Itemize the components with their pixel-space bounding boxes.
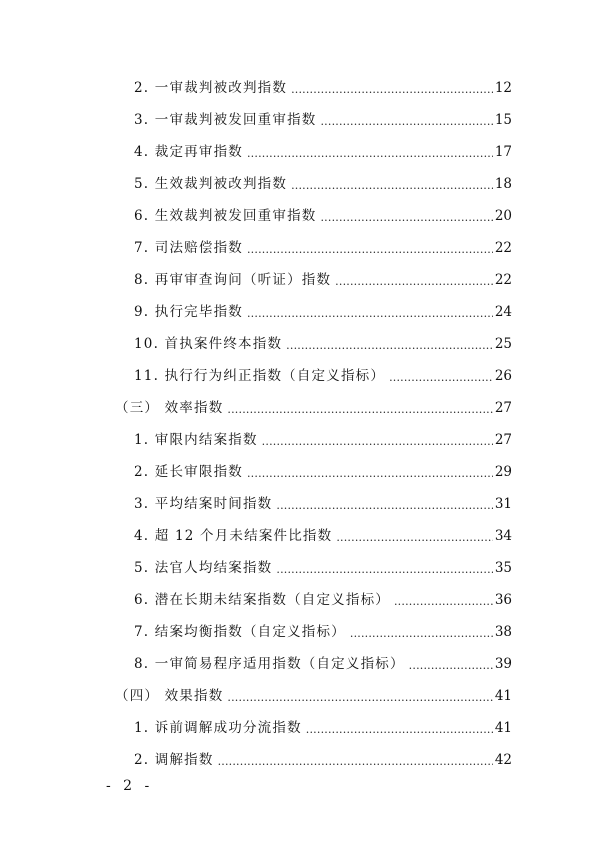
toc-entry[interactable] (134, 110, 512, 130)
toc-dot-leader (218, 750, 493, 770)
toc-entry-label: 8. 一审简易程序适用指数（自定义指标） (134, 656, 405, 672)
toc-dot-leader (336, 526, 492, 546)
toc-entry-page: 22 (494, 240, 512, 256)
toc-dot-leader (276, 494, 492, 514)
toc-dot-leader (227, 686, 492, 706)
toc-dot-leader (291, 78, 493, 98)
toc-entry-page: 39 (494, 656, 512, 672)
toc-entry-label: 11. 执行行为纠正指数（自定义指标） (134, 368, 386, 384)
toc-entry-label: 2. 调解指数 (134, 752, 214, 768)
toc-entry[interactable] (134, 462, 512, 482)
toc-entry[interactable] (134, 142, 512, 162)
toc-dot-leader (247, 142, 493, 162)
toc-entry-page: 18 (494, 176, 512, 192)
toc-entry-page: 20 (494, 208, 512, 224)
toc-dot-leader (247, 302, 493, 322)
toc-entry[interactable] (134, 654, 512, 674)
toc-dot-leader (409, 654, 493, 674)
toc-entry-page: 25 (494, 336, 512, 352)
toc-entry-label: 5. 生效裁判被改判指数 (134, 176, 288, 192)
toc-entry-page: 24 (494, 304, 512, 320)
toc-entry[interactable] (134, 430, 512, 450)
toc-entry-label: 4. 裁定再审指数 (134, 144, 243, 160)
toc-entry[interactable] (134, 494, 512, 514)
toc-dot-leader (306, 718, 493, 738)
toc-entry-label: 6. 生效裁判被发回重审指数 (134, 208, 317, 224)
toc-entry-label: 3. 平均结案时间指数 (134, 496, 273, 512)
toc-entry-label: 10. 首执案件终本指数 (134, 336, 283, 352)
toc-entry-page: 26 (494, 368, 512, 384)
toc-dot-leader (320, 206, 492, 226)
toc-entry-page: 27 (494, 400, 512, 416)
toc-entry[interactable] (134, 174, 512, 194)
toc-dot-leader (350, 622, 493, 642)
toc-entry-page: 15 (494, 112, 512, 128)
toc-entry-page: 41 (494, 720, 512, 736)
toc-section-label: （三） 效率指数 (115, 400, 224, 416)
toc-entry-label: 1. 诉前调解成功分流指数 (134, 720, 302, 736)
toc-entry-label: 8. 再审审查询问（听证）指数 (134, 272, 332, 288)
toc-dot-leader (291, 174, 493, 194)
toc-entry-label: 7. 司法赔偿指数 (134, 240, 243, 256)
toc-section-label: （四） 效果指数 (115, 688, 224, 704)
toc-entry-label: 3. 一审裁判被发回重审指数 (134, 112, 317, 128)
toc-entry[interactable] (134, 270, 512, 290)
toc-entry-label: 2. 一审裁判被改判指数 (134, 80, 288, 96)
toc-section-entry[interactable] (115, 686, 512, 706)
toc-entry-label: 6. 潜在长期未结案指数（自定义指标） (134, 592, 390, 608)
toc-entry-page: 36 (494, 592, 512, 608)
toc-entry-page: 27 (494, 432, 512, 448)
toc-entry[interactable] (134, 590, 512, 610)
toc-entry[interactable] (134, 238, 512, 258)
toc-entry[interactable] (134, 526, 512, 546)
toc-entry[interactable] (134, 334, 512, 354)
toc-entry-label: 2. 延长审限指数 (134, 464, 243, 480)
toc-entry[interactable] (134, 302, 512, 322)
toc-dot-leader (286, 334, 493, 354)
toc-dot-leader (394, 590, 493, 610)
toc-dot-leader (276, 558, 492, 578)
toc-entry-label: 1. 审限内结案指数 (134, 432, 258, 448)
toc-entry-page: 41 (494, 688, 512, 704)
toc-dot-leader (335, 270, 493, 290)
toc-entry[interactable] (134, 750, 512, 770)
toc-entry[interactable] (134, 206, 512, 226)
toc-entry[interactable] (134, 718, 512, 738)
toc-entry-page: 42 (494, 752, 512, 768)
toc-entry-page: 22 (494, 272, 512, 288)
toc-entry[interactable] (134, 366, 512, 386)
toc-entry[interactable] (134, 622, 512, 642)
toc-entry-label: 9. 执行完毕指数 (134, 304, 243, 320)
toc-dot-leader (320, 110, 492, 130)
toc-dot-leader (227, 398, 492, 418)
toc-entry[interactable] (134, 558, 512, 578)
toc-entry-label: 5. 法官人均结案指数 (134, 560, 273, 576)
toc-entry-page: 35 (494, 560, 512, 576)
toc-entry-label: 4. 超 12 个月未结案件比指数 (134, 528, 333, 544)
toc-dot-leader (389, 366, 493, 386)
toc-dot-leader (247, 238, 493, 258)
toc-dot-leader (262, 430, 493, 450)
toc-entry-page: 29 (494, 464, 512, 480)
toc-entry-page: 12 (494, 80, 512, 96)
toc-entry-label: 7. 结案均衡指数（自定义指标） (134, 624, 346, 640)
toc-entry-page: 34 (494, 528, 512, 544)
toc-entry-page: 38 (494, 624, 512, 640)
toc-entry-page: 31 (494, 496, 512, 512)
toc-entry-page: 17 (494, 144, 512, 160)
page-number: - 2 - (106, 778, 154, 794)
toc-section-entry[interactable] (115, 398, 512, 418)
toc-dot-leader (247, 462, 493, 482)
toc-entry[interactable] (134, 78, 512, 98)
